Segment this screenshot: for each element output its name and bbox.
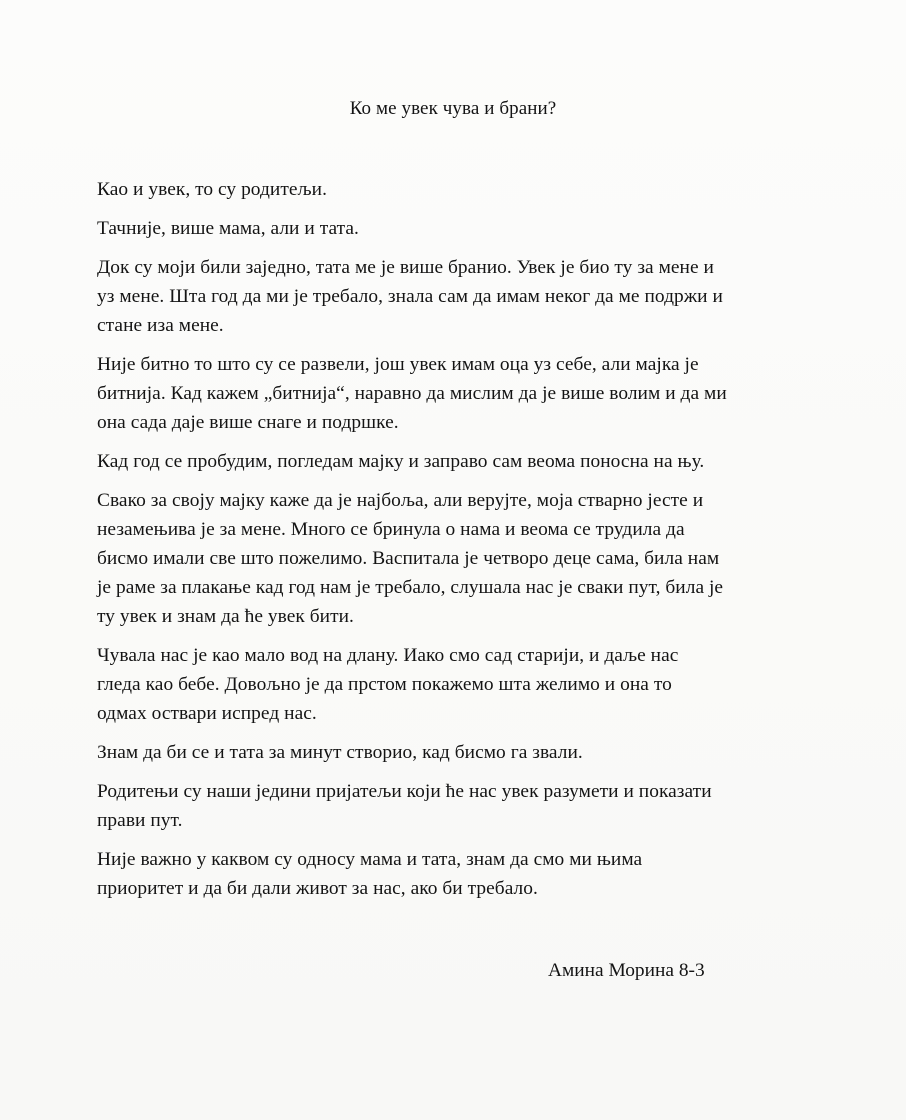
paragraph-line: прави пут.	[97, 810, 183, 831]
paragraph-line: незамењива је за мене. Много се бринула о нама и веома се трудила да	[97, 519, 685, 540]
paragraph	[97, 486, 819, 631]
paragraph	[97, 845, 819, 903]
paragraph-line: Док су моји били заједно, тата ме је више бранио. Увек је био ту за мене и	[97, 257, 714, 278]
paragraph-line: гледа као бебе. Довољно је да прстом покажемо шта желимо и она то	[97, 674, 672, 695]
paragraph	[97, 214, 819, 243]
essay-body	[97, 175, 819, 913]
paragraph-line: Родитењи су наши једини пријатељи који ће нас увек разумети и показати	[97, 781, 712, 802]
paragraph	[97, 738, 819, 767]
paragraph-line: ту увек и знам да ће увек бити.	[97, 606, 354, 627]
paragraph-line: Кад год се пробудим, погледам мајку и заправо сам веома поносна на њу.	[97, 451, 705, 472]
paragraph	[97, 777, 819, 835]
paragraph-line: Чувала нас је као мало вод на длану. Иако смо сад старији, и даље нас	[97, 645, 679, 666]
paragraph	[97, 641, 819, 728]
page-title: Ко ме увек чува и брани?	[349, 98, 557, 119]
author-signature: Амина Морина 8-3	[548, 960, 705, 981]
paragraph-line: Тачније, више мама, али и тата.	[97, 218, 359, 239]
paragraph-line: битнија. Кад кажем „битнија“, наравно да мислим да је више волим и да ми	[97, 383, 727, 404]
paragraph	[97, 175, 819, 204]
paragraph-line: приоритет и да би дали живот за нас, ако би требало.	[97, 878, 538, 899]
paragraph-line: бисмо имали све што пожелимо. Васпитала је четворо деце сама, била нам	[97, 548, 720, 569]
paragraph-line: она сада даје више снаге и подршке.	[97, 412, 399, 433]
paragraph-line: Свако за своју мајку каже да је најбоља, али верујте, моја стварно јесте и	[97, 490, 704, 511]
paragraph-line: уз мене. Шта год да ми је требало, знала сам да имам неког да ме подржи и	[97, 286, 723, 307]
paragraph-line: Није важно у каквом су односу мама и тата, знам да смо ми њима	[97, 849, 643, 870]
paragraph-line: Као и увек, то су родитељи.	[97, 179, 327, 200]
paragraph	[97, 350, 819, 437]
paragraph-line: је раме за плакање кад год нам је требало, слушала нас је сваки пут, била је	[97, 577, 724, 598]
paragraph	[97, 253, 819, 340]
paragraph	[97, 447, 819, 476]
paragraph-line: Није битно то што су се развели, још увек имам оца уз себе, али мајка је	[97, 354, 699, 375]
paragraph-line: Знам да би се и тата за минут створио, кад бисмо га звали.	[97, 742, 583, 763]
paragraph-line: стане иза мене.	[97, 315, 224, 336]
paragraph-line: одмах оствари испред нас.	[97, 703, 317, 724]
